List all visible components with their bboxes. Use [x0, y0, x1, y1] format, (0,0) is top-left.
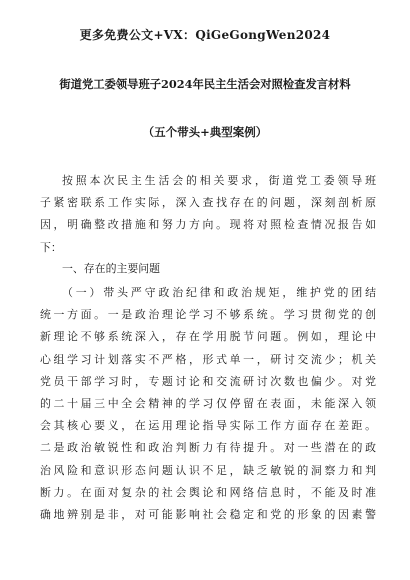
document-title: 街道党工委领导班子2024年民主生活会对照检查发言材料	[59, 77, 351, 91]
body-line: 新理论不够系统深入，存在学用脱节问题。例如，理论中	[40, 330, 376, 344]
section-heading-block	[40, 258, 376, 280]
body-line: 断力。在面对复杂的社会舆论和网络信息时，不能及时准	[40, 485, 376, 499]
intro-line: 按照本次民主生活会的相关要求，街道党工委领导班	[62, 174, 376, 187]
body-line: 确地辨别是非，对可能影响社会稳定和党的形象的因素警	[40, 507, 376, 521]
intro-paragraph	[40, 170, 376, 259]
body-line: 会其核心要义，在运用理论指导实际工作方面存在差距。	[40, 419, 376, 433]
intro-line: 子紧密联系工作实际，深入查找存在的问题，深刻剖析原	[40, 196, 376, 210]
page-header: 更多免费公文+VX：QiGeGongWen2024	[79, 28, 331, 42]
body-line: 心组学习计划落实不严格，形式单一，研讨交流少；机关	[40, 352, 376, 366]
body-line: 统一方面。一是政治理论学习不够系统。学习贯彻党的创	[40, 308, 376, 322]
intro-line: 下：	[40, 240, 62, 254]
document-subtitle: （五个带头+典型案例）	[142, 125, 268, 139]
intro-line: 因，明确整改措施和努力方向。现将对照检查情况报告如	[40, 218, 376, 232]
body-paragraph	[40, 282, 376, 526]
body-line: 的二十届三中全会精神的学习仅停留在表面，未能深入领	[40, 396, 376, 410]
section-heading: 一、存在的主要问题	[62, 262, 161, 275]
body-line: 治风险和意识形态问题认识不足，缺乏敏锐的洞察力和判	[40, 463, 376, 477]
body-line: 二是政治敏锐性和政治判断力有待提升。对一些潜在的政	[40, 441, 376, 455]
body-line: （一）带头严守政治纪律和政治规矩，维护党的团结	[62, 286, 376, 299]
body-line: 党员干部学习时，专题讨论和交流研讨次数也偏少。对党	[40, 374, 376, 388]
